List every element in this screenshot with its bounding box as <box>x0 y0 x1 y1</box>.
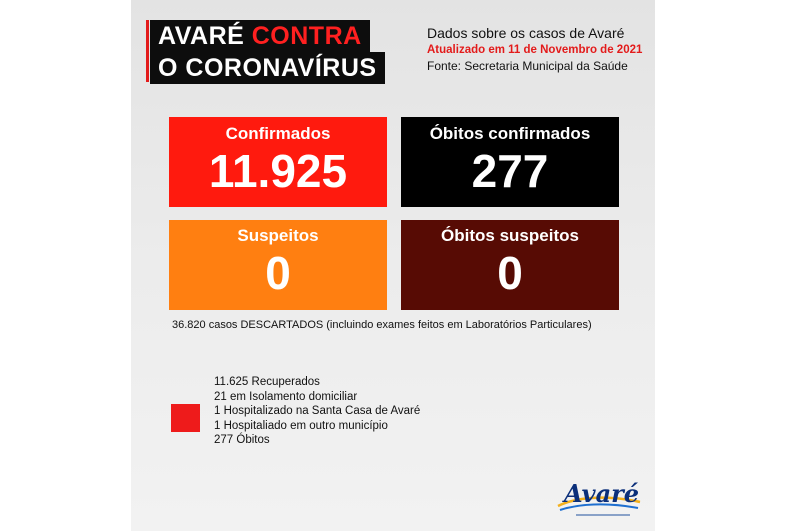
avare-logo-icon <box>554 476 646 522</box>
obitos-suspeitos-value: 0 <box>497 247 523 299</box>
obitos-confirmados-label: Óbitos confirmados <box>429 124 591 143</box>
stat-item: 11.625 Recuperados <box>214 376 320 388</box>
logo-text: Avaré <box>564 479 640 508</box>
legend-square <box>171 404 200 432</box>
title-part1: AVARÉ <box>158 22 252 50</box>
info-heading: Dados sobre os casos de Avaré <box>427 25 625 41</box>
obitos-suspeitos-box <box>401 220 619 310</box>
info-block <box>427 24 652 74</box>
title-line-1 <box>150 20 370 52</box>
title-accent-bar <box>146 20 149 82</box>
stat-item: 21 em Isolamento domiciliar <box>214 390 358 403</box>
obitos-confirmados-value: 277 <box>471 145 549 197</box>
descartados-text: 36.820 casos DESCARTADOS (incluindo exames feitos em Laboratórios Particulares) <box>172 319 592 331</box>
info-updated: Atualizado em 11 de Novembro de 2021 <box>427 44 643 56</box>
stats-list <box>214 375 420 448</box>
suspeitos-box <box>169 220 387 310</box>
suspeitos-value: 0 <box>265 247 291 299</box>
obitos-confirmados-box <box>401 117 619 207</box>
title-line-2: O CORONAVÍRUS <box>150 52 385 84</box>
obitos-suspeitos-label: Óbitos suspeitos <box>441 226 579 245</box>
confirmados-value: 11.925 <box>208 145 348 197</box>
confirmados-label: Confirmados <box>225 124 331 143</box>
stat-item: 1 Hospitalizado na Santa Casa de Avaré <box>214 405 421 417</box>
title-accent: CONTRA <box>251 22 362 50</box>
suspeitos-label: Suspeitos <box>237 226 319 245</box>
info-source: Fonte: Secretaria Municipal da Saúde <box>427 59 628 73</box>
stat-item: 1 Hospitaliado em outro município <box>214 419 388 432</box>
stat-item: 277 Óbitos <box>214 434 270 446</box>
confirmados-box <box>169 117 387 207</box>
